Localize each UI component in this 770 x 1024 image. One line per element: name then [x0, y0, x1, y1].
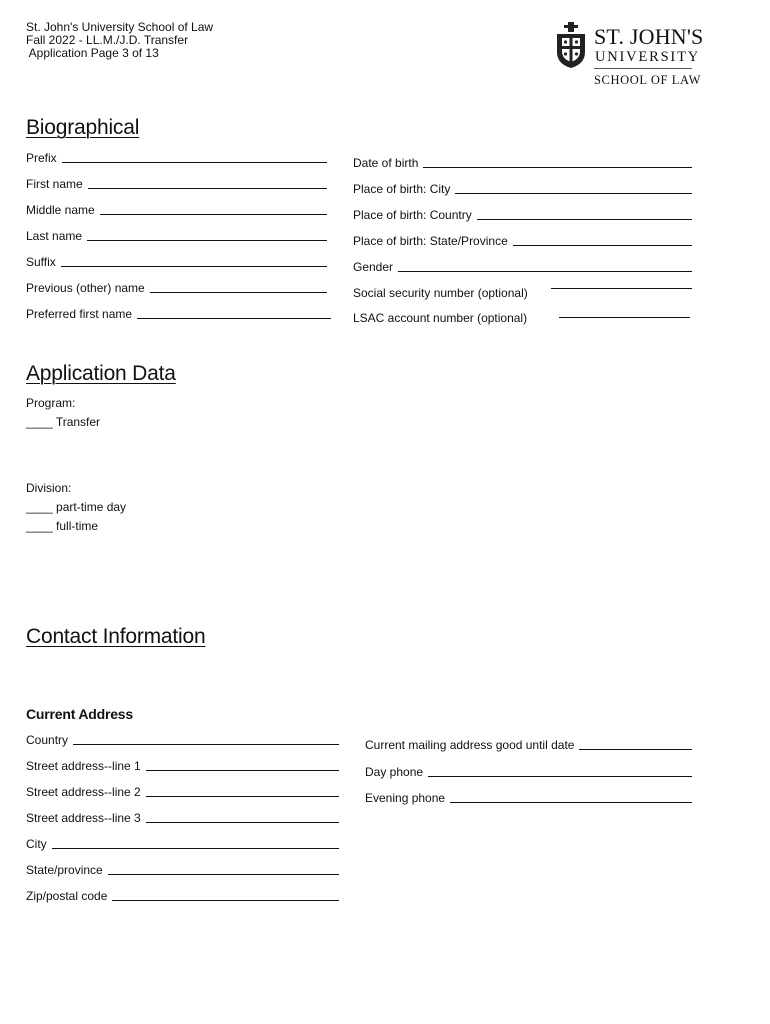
field-line[interactable] [87, 240, 327, 241]
field-label: Street address--line 3 [26, 811, 141, 825]
birth-state-field[interactable] [353, 234, 692, 248]
zip-postal-code-field[interactable] [26, 889, 339, 903]
field-line[interactable] [112, 900, 339, 901]
field-label: Day phone [365, 765, 424, 779]
field-line[interactable] [73, 744, 339, 745]
field-line[interactable] [100, 214, 327, 215]
suffix-field[interactable] [26, 255, 327, 269]
logo-university: UNIVERSITY [595, 49, 700, 65]
current-address-title: Current Address [26, 706, 133, 722]
field-label: Last name [26, 229, 83, 243]
field-label: Current mailing address good until date [365, 738, 575, 752]
field-label: Place of birth: City [353, 182, 451, 196]
country-field[interactable] [26, 733, 339, 747]
field-label: Middle name [26, 203, 95, 217]
field-line[interactable] [62, 162, 327, 163]
field-line[interactable] [477, 219, 692, 220]
preferred-first-name-field[interactable] [26, 307, 331, 321]
field-line[interactable] [137, 318, 331, 319]
university-logo [553, 20, 704, 90]
field-label: Place of birth: Country [353, 208, 472, 222]
program-label: Program: [26, 396, 76, 410]
field-label: Gender [353, 260, 394, 274]
field-line[interactable] [61, 266, 327, 267]
field-line[interactable] [423, 167, 692, 168]
middle-name-field[interactable] [26, 203, 327, 217]
field-line[interactable] [146, 822, 339, 823]
field-line[interactable] [579, 749, 692, 750]
field-label: State/province [26, 863, 103, 877]
field-label: Street address--line 2 [26, 785, 141, 799]
logo-divider [594, 68, 692, 69]
program-option-transfer[interactable]: ____ Transfer [26, 415, 101, 429]
field-label: Country [26, 733, 69, 747]
prefix-field[interactable] [26, 151, 327, 165]
crest-icon [553, 20, 589, 70]
day-phone-field[interactable] [365, 765, 692, 779]
header-school-line: St. John's University School of Law [26, 20, 214, 34]
header-page-line: Application Page 3 of 13 [26, 46, 159, 60]
field-label: Preferred first name [26, 307, 133, 321]
field-line[interactable] [52, 848, 339, 849]
ssn-label: Social security number (optional) [353, 286, 528, 300]
field-label: City [26, 837, 47, 851]
ssn-field-line[interactable] [551, 288, 692, 289]
city-field[interactable] [26, 837, 339, 851]
division-option-part-time-day[interactable]: ____ part-time day [26, 500, 127, 514]
street-line-2-field[interactable] [26, 785, 339, 799]
lsac-field-line[interactable] [559, 317, 690, 318]
field-line[interactable] [455, 193, 692, 194]
field-line[interactable] [428, 776, 692, 777]
field-line[interactable] [513, 245, 692, 246]
field-label: First name [26, 177, 83, 191]
section-title-contact-information: Contact Information [26, 625, 206, 648]
field-label: Prefix [26, 151, 57, 165]
field-label: Suffix [26, 255, 56, 269]
birth-city-field[interactable] [353, 182, 692, 196]
field-label: Evening phone [365, 791, 446, 805]
evening-phone-field[interactable] [365, 791, 692, 805]
gender-field[interactable] [353, 260, 692, 274]
mailing-good-until-field[interactable] [365, 738, 692, 752]
birth-country-field[interactable] [353, 208, 692, 222]
date-of-birth-field[interactable] [353, 156, 692, 170]
logo-name: ST. JOHN'S [594, 24, 704, 49]
field-line[interactable] [150, 292, 327, 293]
division-option-full-time[interactable]: ____ full-time [26, 519, 99, 533]
field-line[interactable] [108, 874, 339, 875]
first-name-field[interactable] [26, 177, 327, 191]
logo-school: SCHOOL OF LAW [594, 73, 702, 87]
field-label: Street address--line 1 [26, 759, 141, 773]
section-title-application-data: Application Data [26, 362, 176, 385]
section-title-biographical: Biographical [26, 116, 140, 139]
lsac-label: LSAC account number (optional) [353, 311, 528, 325]
street-line-1-field[interactable] [26, 759, 339, 773]
field-line[interactable] [450, 802, 692, 803]
field-line[interactable] [88, 188, 327, 189]
state-province-field[interactable] [26, 863, 339, 877]
previous-name-field[interactable] [26, 281, 327, 295]
field-line[interactable] [398, 271, 692, 272]
field-label: Date of birth [353, 156, 419, 170]
field-label: Previous (other) name [26, 281, 145, 295]
header-program-line: Fall 2022 - LL.M./J.D. Transfer [26, 33, 189, 47]
street-line-3-field[interactable] [26, 811, 339, 825]
last-name-field[interactable] [26, 229, 327, 243]
division-label: Division: [26, 481, 72, 495]
field-label: Place of birth: State/Province [353, 234, 508, 248]
field-label: Zip/postal code [26, 889, 108, 903]
field-line[interactable] [146, 796, 339, 797]
field-line[interactable] [146, 770, 339, 771]
